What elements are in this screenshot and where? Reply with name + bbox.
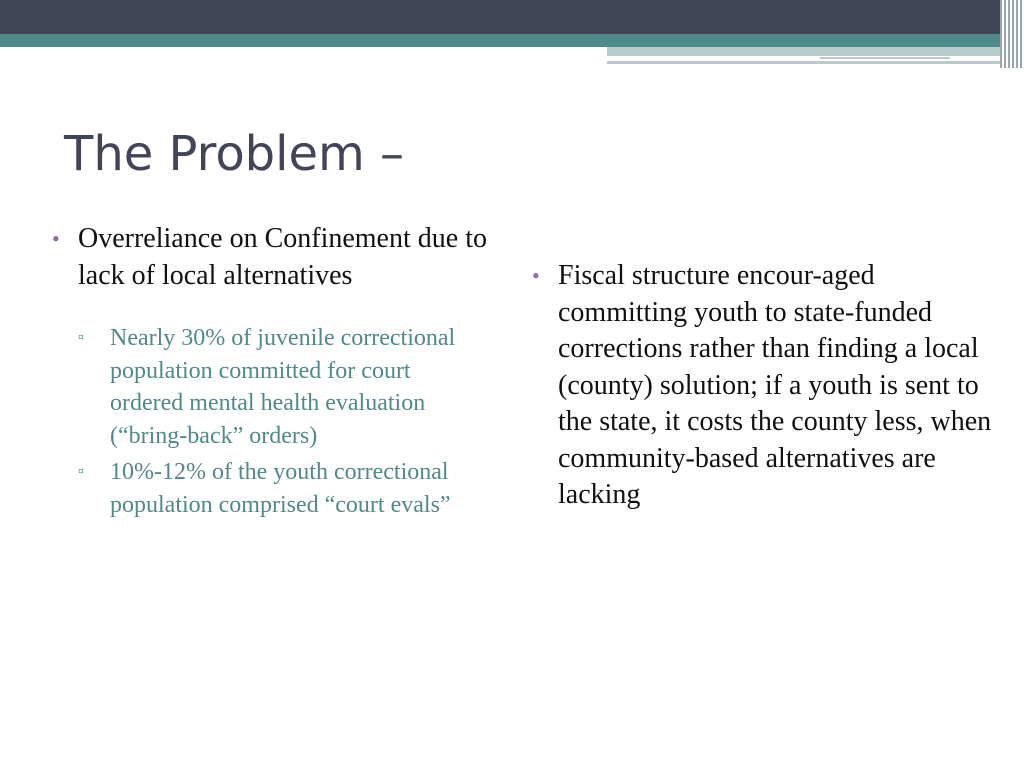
bullet-dot-icon: • — [52, 226, 60, 251]
header-stripes — [1000, 0, 1024, 68]
sub-bullet-text: 10%-12% of the youth correctional population comprised “court evals” — [110, 459, 451, 518]
sub-bullet-text: Nearly 30% of juvenile correctional population committed for court ordered mental health evaluation (“bring-back” orders) — [110, 325, 456, 449]
header-accent-line-short — [820, 57, 950, 59]
slide-title: The Problem – — [64, 126, 405, 182]
square-bullet-icon: ▫ — [78, 329, 84, 346]
left-bullet — [48, 221, 488, 294]
left-column — [48, 221, 488, 525]
header-accent-line — [607, 61, 1000, 64]
right-bullet-text: Fiscal structure encour-aged committing youth to state-funded corrections rather than finding a local (county) solution; if a youth is sent to the state, it costs the county less, when community-based alternatives are lacking — [558, 260, 992, 510]
left-bullet-text: Overreliance on Confinement due to lack of local alternatives — [78, 223, 487, 291]
header-band-light — [607, 47, 1024, 56]
left-sublist — [78, 322, 488, 521]
right-bullet — [528, 258, 998, 514]
bullet-dot-icon: • — [532, 263, 540, 288]
sub-bullet — [78, 322, 488, 452]
square-bullet-icon: ▫ — [78, 463, 84, 480]
sub-bullet — [78, 456, 488, 521]
header-band-dark — [0, 0, 1024, 34]
header-band-teal — [0, 34, 1024, 47]
right-column — [528, 258, 998, 514]
